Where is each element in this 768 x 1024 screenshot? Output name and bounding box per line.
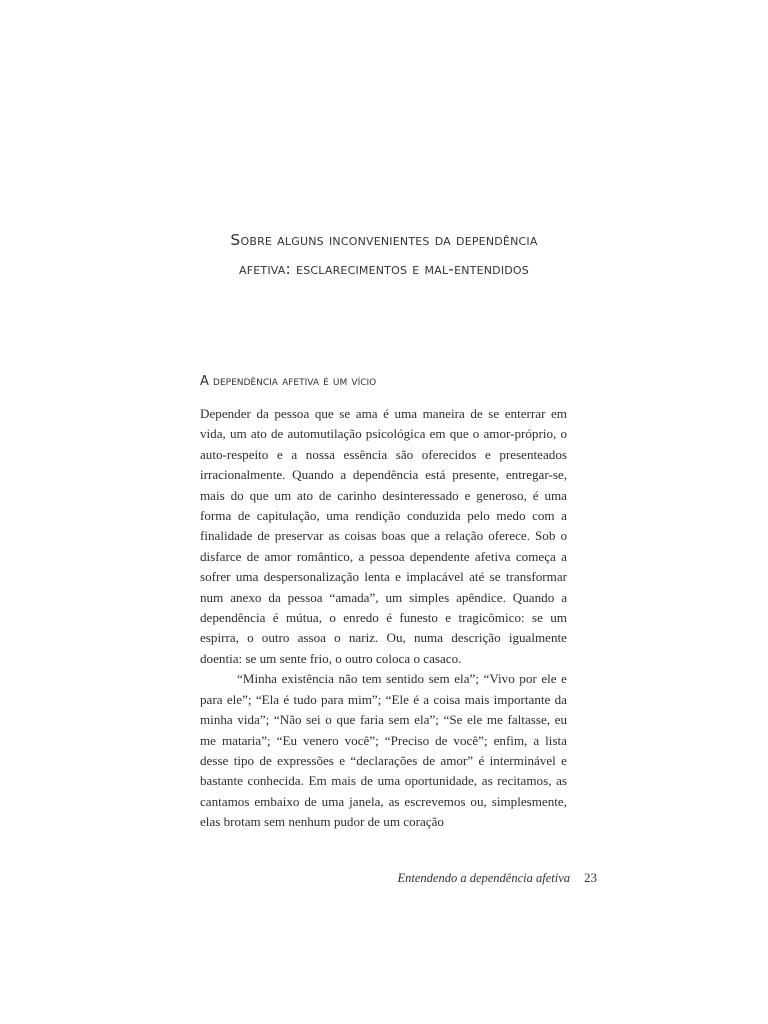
chapter-title-line-2: afetiva: esclarecimentos e mal-entendidos — [239, 260, 529, 278]
page-number: 23 — [584, 870, 597, 885]
body-text — [200, 404, 567, 833]
chapter-title-line-1: Sobre alguns inconvenientes da dependência — [230, 231, 538, 249]
paragraph-2: “Minha existência não tem sentido sem ela”; “Vivo por ele e para ele”; “Ela é tudo para mim”; “Ele é a coisa mais importante da minha vida”; “Não sei o que faria sem ela”; “Se ele me faltasse, eu me mataria”; “Eu venero você”; “Preciso de você”; enfim, a lista desse tipo de expressões e “declarações de amor” é interminável e bastante conhecida. Em mais de uma oportunidade, as recitamos, as cantamos embaixo de uma janela, as escrevemos ou, simplesmente, elas brotam sem nenhum pudor de um coração — [200, 671, 567, 830]
chapter-title — [200, 226, 568, 284]
running-footer — [397, 870, 597, 886]
running-title: Entendendo a dependência afetiva — [397, 871, 570, 885]
section-heading: A dependência afetiva é um vício — [200, 374, 377, 389]
paragraph-1: Depender da pessoa que se ama é uma maneira de se enterrar em vida, um ato de automutilação psicológica em que o amor-próprio, o auto-respeito e a nossa essência são oferecidos e presenteados irracionalmente. Quando a dependência está presente, entregar-se, mais do que um ato de carinho desinteressado e generoso, é uma forma de capitulação, uma rendição conduzida pelo medo com a finalidade de preservar as coisas boas que a relação oferece. Sob o disfarce de amor romântico, a pessoa dependente afetiva começa a sofrer uma despersonalização lenta e implacável até se transformar num anexo da pessoa “amada”, um simples apêndice. Quando a dependência é mútua, o enredo é funesto e tragicômico: se um espirra, o outro assoa o nariz. Ou, numa descrição igualmente doentia: se um sente frio, o outro coloca o casaco. — [200, 406, 567, 666]
